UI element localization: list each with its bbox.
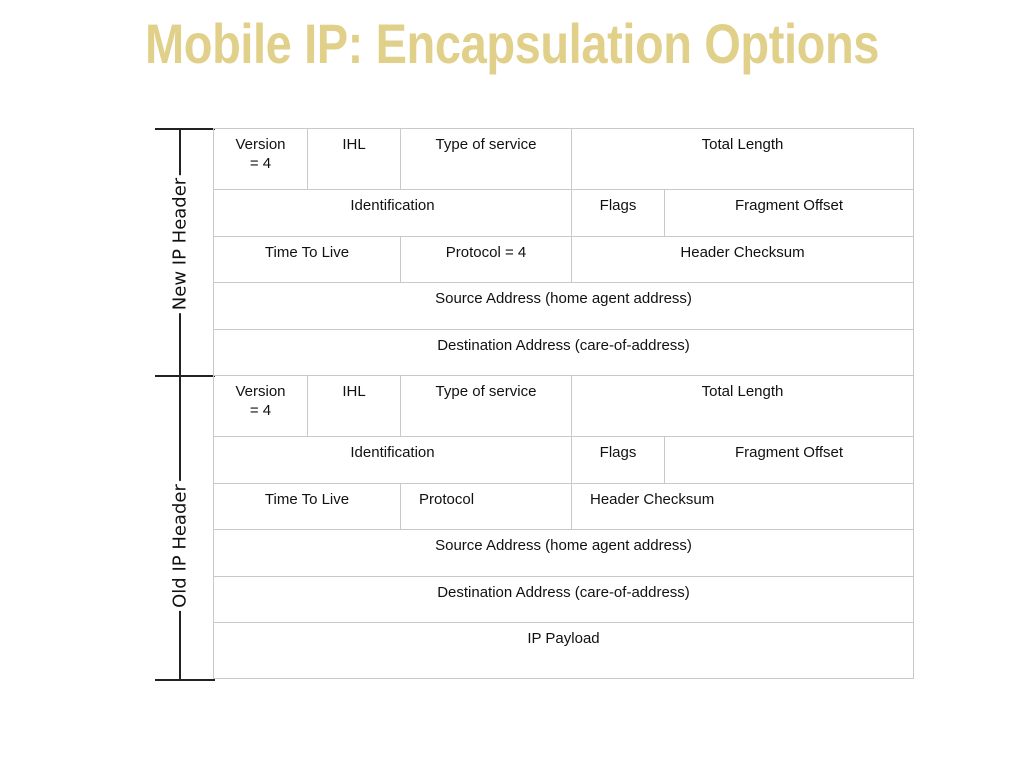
ip-payload-field: IP Payload xyxy=(214,623,914,679)
old-ip-header-label: Old IP Header xyxy=(170,481,191,611)
payload-row xyxy=(214,623,914,679)
encapsulation-table xyxy=(213,128,914,679)
bracket-bottom-line xyxy=(155,679,215,681)
old-header-row-5 xyxy=(214,577,914,623)
version-field: Version = 4 xyxy=(214,376,308,437)
flags-field: Flags xyxy=(572,437,665,484)
protocol-field: Protocol = 4 xyxy=(401,237,572,283)
total-length-field: Total Length xyxy=(572,376,914,437)
version-field: Version = 4 xyxy=(214,129,308,190)
old-header-row-3 xyxy=(214,484,914,530)
fragment-offset-field: Fragment Offset xyxy=(665,437,914,484)
old-header-row-4 xyxy=(214,530,914,577)
time-to-live-field: Time To Live xyxy=(214,484,401,530)
header-checksum-field: Header Checksum xyxy=(572,237,914,283)
new-header-row-2 xyxy=(214,190,914,237)
time-to-live-field: Time To Live xyxy=(214,237,401,283)
fragment-offset-field: Fragment Offset xyxy=(665,190,914,237)
header-checksum-field: Header Checksum xyxy=(572,484,914,530)
total-length-field: Total Length xyxy=(572,129,914,190)
bracket-top-line xyxy=(155,375,215,377)
old-header-row-1 xyxy=(214,376,914,437)
new-header-row-5 xyxy=(214,330,914,376)
type-of-service-field: Type of service xyxy=(401,129,572,190)
slide-title: Mobile IP: Encapsulation Options xyxy=(144,12,880,75)
new-header-row-4 xyxy=(214,283,914,330)
ihl-field: IHL xyxy=(308,376,401,437)
new-header-row-1 xyxy=(214,129,914,190)
flags-field: Flags xyxy=(572,190,665,237)
identification-field: Identification xyxy=(214,190,572,237)
protocol-field: Protocol xyxy=(401,484,572,530)
destination-address-field: Destination Address (care-of-address) xyxy=(214,577,914,623)
new-ip-header-bracket xyxy=(155,128,215,376)
new-header-row-3 xyxy=(214,237,914,283)
bracket-top-line xyxy=(155,128,215,130)
type-of-service-field: Type of service xyxy=(401,376,572,437)
ihl-field: IHL xyxy=(308,129,401,190)
destination-address-field: Destination Address (care-of-address) xyxy=(214,330,914,376)
new-ip-header-label: New IP Header xyxy=(170,175,191,313)
source-address-field: Source Address (home agent address) xyxy=(214,530,914,577)
identification-field: Identification xyxy=(214,437,572,484)
old-ip-header-bracket xyxy=(155,375,215,681)
old-header-row-2 xyxy=(214,437,914,484)
source-address-field: Source Address (home agent address) xyxy=(214,283,914,330)
